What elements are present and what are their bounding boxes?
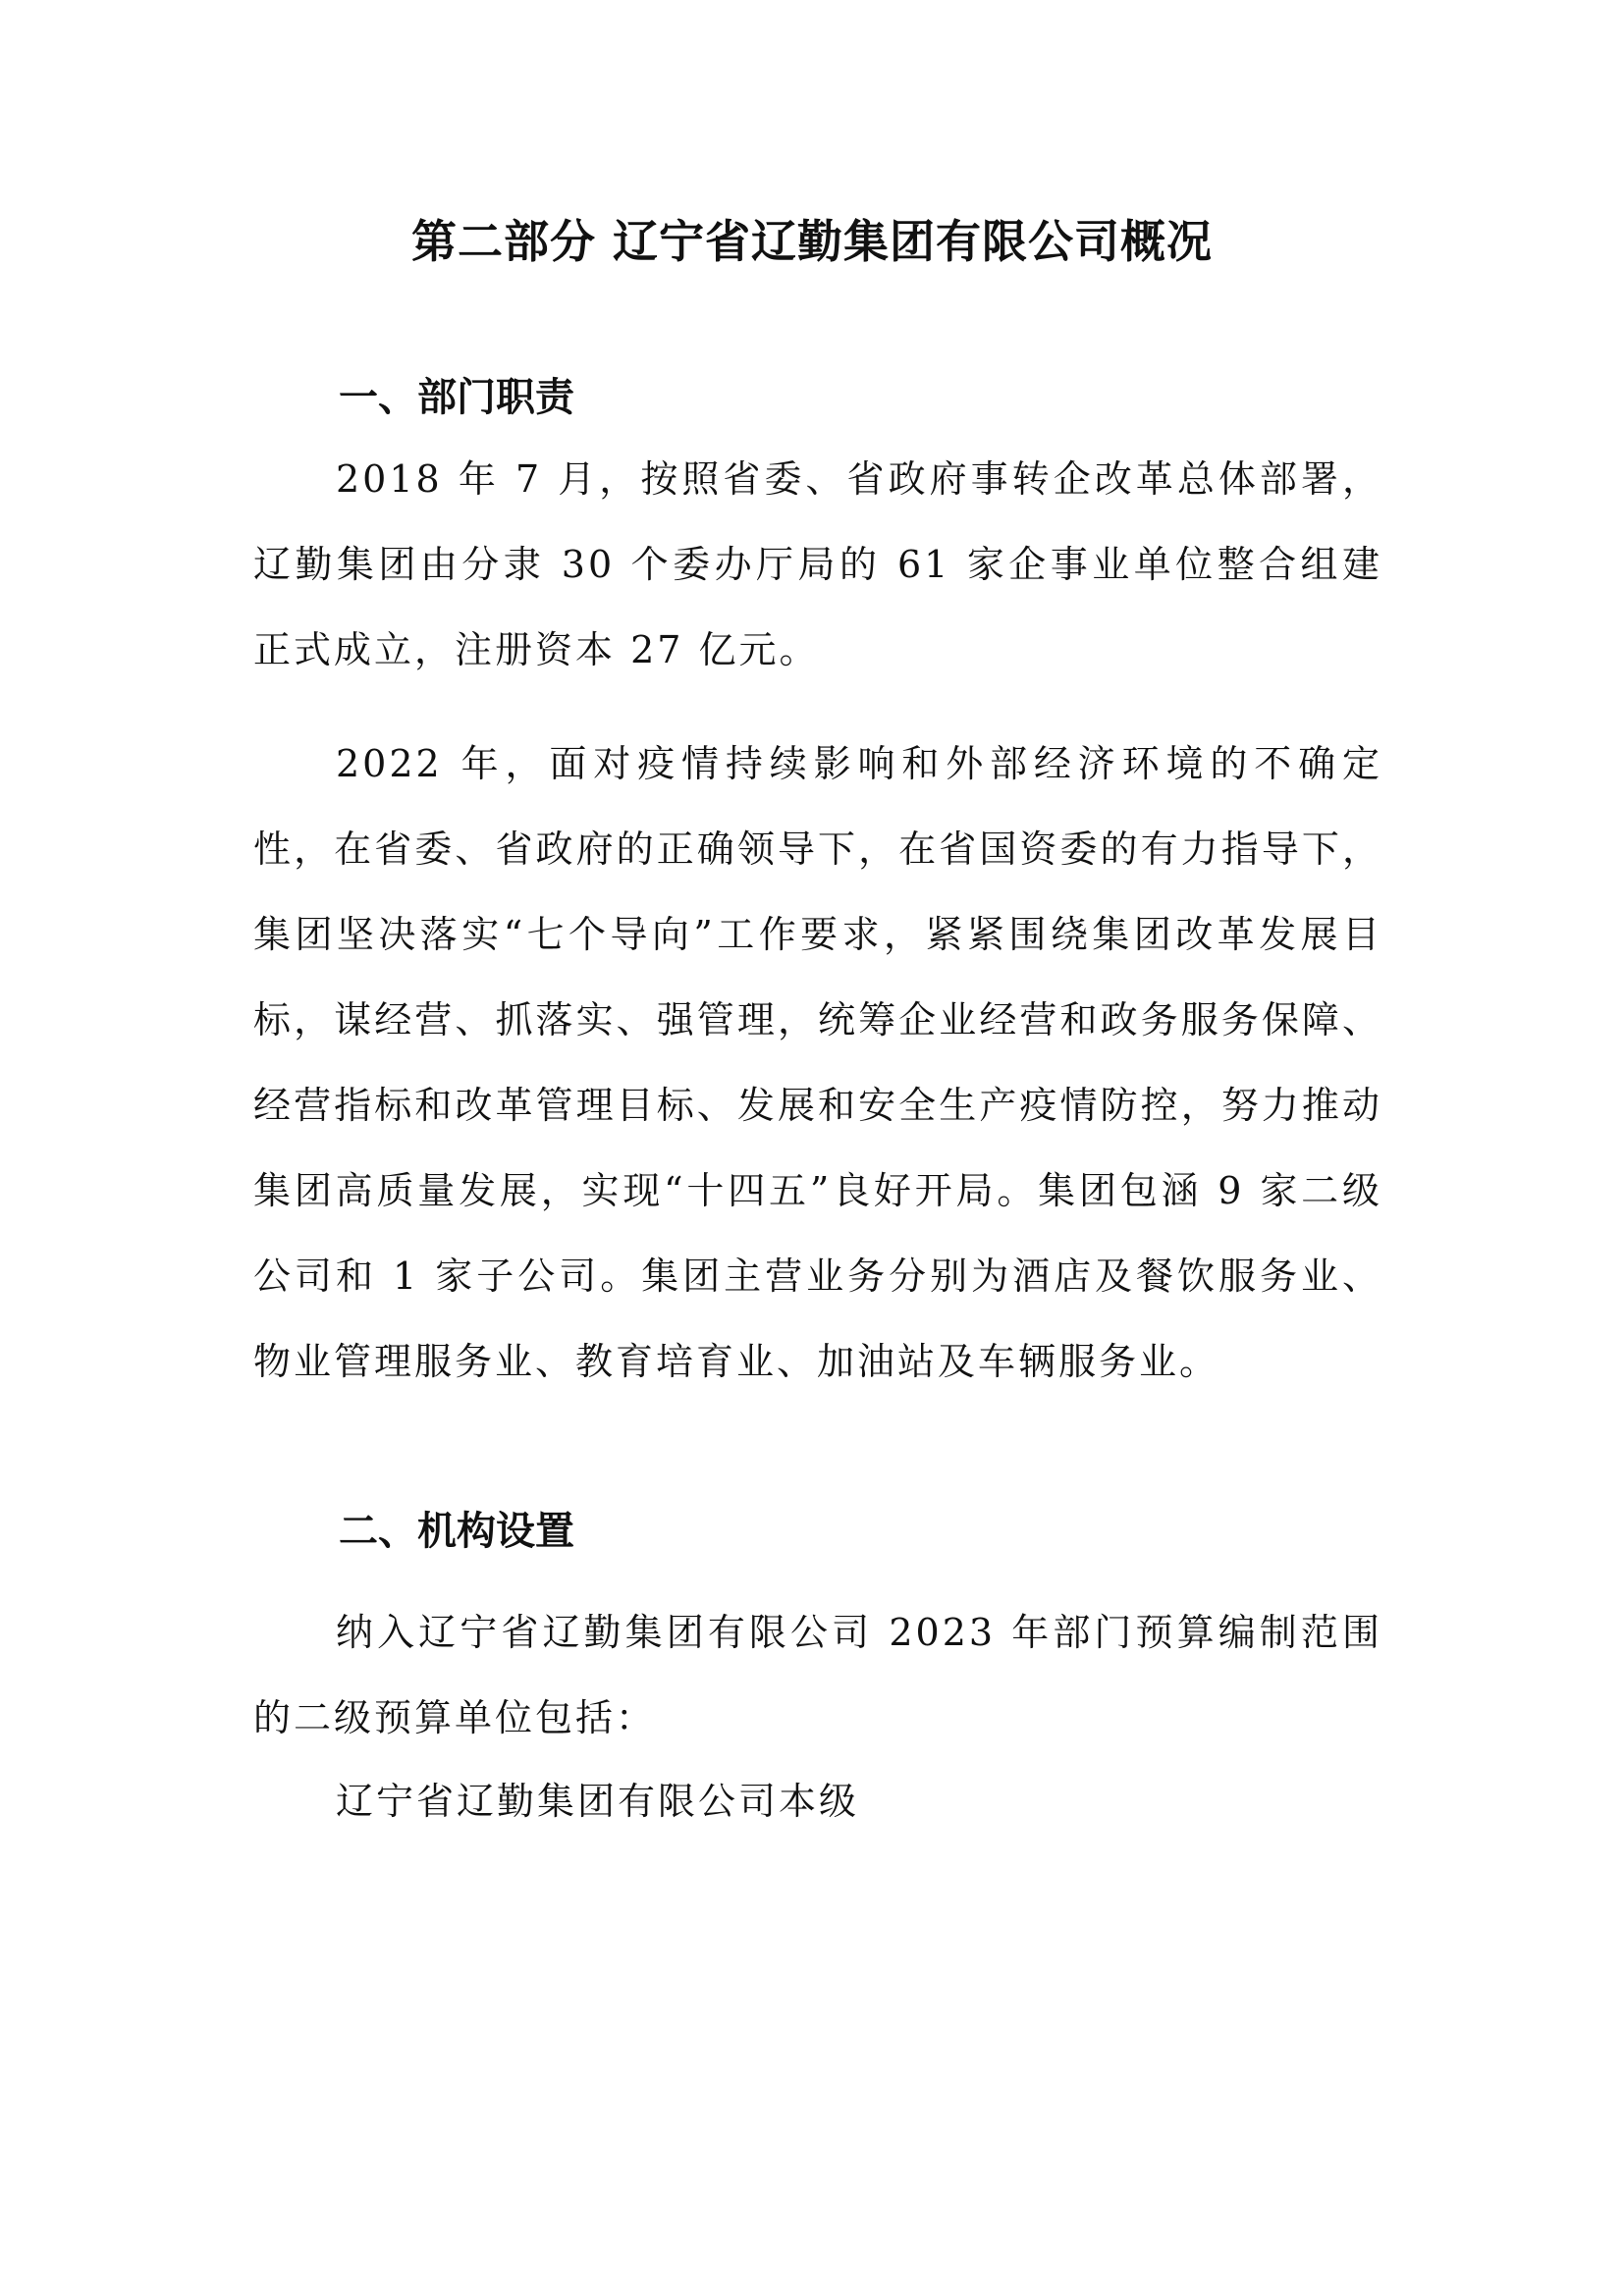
paragraph-budget-scope: 纳入辽宁省辽勤集团有限公司 2023 年部门预算编制范围的二级预算单位包括： (253, 1611, 1382, 1739)
paragraph-establishment: 2018 年 7 月，按照省委、省政府事转企改革总体部署，辽勤集团由分隶 30 个委办厅局的 61 家企事业单位整合组建正式成立，注册资本 27 亿元。 (253, 457, 1382, 671)
paragraph-2022-overview: 2022 年，面对疫情持续影响和外部经济环境的不确定性，在省委、省政府的正确领导下，在省国资委的有力指导下，集团坚决落实“七个导向”工作要求，紧紧围绕集团改革发展目标，谋经营、抓落实、强管理，统筹企业经营和政务服务保障、经营指标和改革管理目标、发展和安全生产疫情防控，努力推动集团高质量发展，实现“十四五”良好开局。集团包涵 9 家二级公司和 1 家子公司。集团主营业务分别为酒店及餐饮服务业、物业管理服务业、教育培育业、加油站及车辆服务业。 (253, 742, 1382, 1383)
section-heading-duties: 一、部门职责 (339, 375, 574, 420)
list-item-budget-unit: 辽宁省辽勤集团有限公司本级 (336, 1780, 860, 1823)
page-title: 第二部分 辽宁省辽勤集团有限公司概况 (410, 215, 1213, 268)
section-heading-organization: 二、机构设置 (339, 1509, 574, 1554)
